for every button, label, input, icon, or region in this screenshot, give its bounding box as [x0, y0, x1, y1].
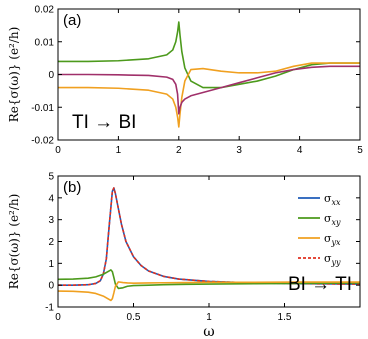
- panel-a: [7, 5, 363, 157]
- y-tick-label: 5: [48, 171, 54, 183]
- panel-label: (a): [63, 12, 82, 29]
- y-tick-label: 0: [48, 280, 54, 292]
- y-tick-label: -0.02: [31, 135, 54, 147]
- x-axis-label: ω: [203, 324, 215, 339]
- x-tick-label: 4: [296, 145, 303, 156]
- legend-symbol: σ: [324, 252, 332, 265]
- legend-subscript: xx: [331, 198, 341, 207]
- transition-annotation: TI → BI: [72, 112, 137, 133]
- y-axis-label: Re{σ(ω)} (e²/h): [7, 26, 21, 123]
- legend-label-sigma-xy: [324, 212, 341, 227]
- x-tick-label: 3: [236, 145, 242, 156]
- y-tick-label: 4: [48, 193, 54, 205]
- y-axis-label: Re{σ(ω)} (e²/h): [7, 193, 21, 290]
- x-tick-label: 0.5: [126, 312, 141, 323]
- y-tick-label: -1: [45, 302, 54, 314]
- y-tick-label: 0: [48, 70, 54, 81]
- panel-b: [7, 172, 360, 339]
- legend-symbol: σ: [324, 212, 332, 225]
- x-tick-label: 0: [55, 145, 61, 156]
- y-tick-label: 2: [48, 237, 54, 248]
- legend-subscript: xy: [331, 218, 341, 227]
- y-tick-label: 1: [48, 258, 54, 270]
- legend-label-sigma-yx: [324, 232, 341, 247]
- x-tick-label: 1: [206, 312, 212, 323]
- series-line-sigma-xy: [58, 22, 360, 88]
- y-tick-label: -0.01: [31, 102, 54, 114]
- y-tick-label: 3: [48, 215, 54, 227]
- x-tick-label: 5: [357, 145, 363, 156]
- legend-symbol: σ: [324, 232, 332, 245]
- legend-label-sigma-yy: [324, 252, 341, 267]
- legend-subscript: yy: [331, 258, 341, 267]
- y-tick-label: 0.01: [34, 37, 54, 49]
- series-line-sigma-xx: [58, 66, 360, 113]
- transition-annotation: BI → TI: [287, 274, 352, 295]
- legend: [298, 192, 341, 267]
- series-line-sigma-xx: [58, 188, 360, 285]
- x-tick-label: 0: [55, 312, 61, 323]
- legend-subscript: yx: [331, 238, 341, 247]
- panel-label: (b): [63, 179, 82, 196]
- x-tick-label: 1: [115, 145, 122, 156]
- x-tick-label: 1.5: [277, 312, 292, 323]
- legend-label-sigma-xx: [324, 192, 341, 207]
- y-tick-label: 0.02: [34, 4, 54, 16]
- legend-symbol: σ: [324, 192, 332, 205]
- x-tick-label: 2: [176, 145, 182, 156]
